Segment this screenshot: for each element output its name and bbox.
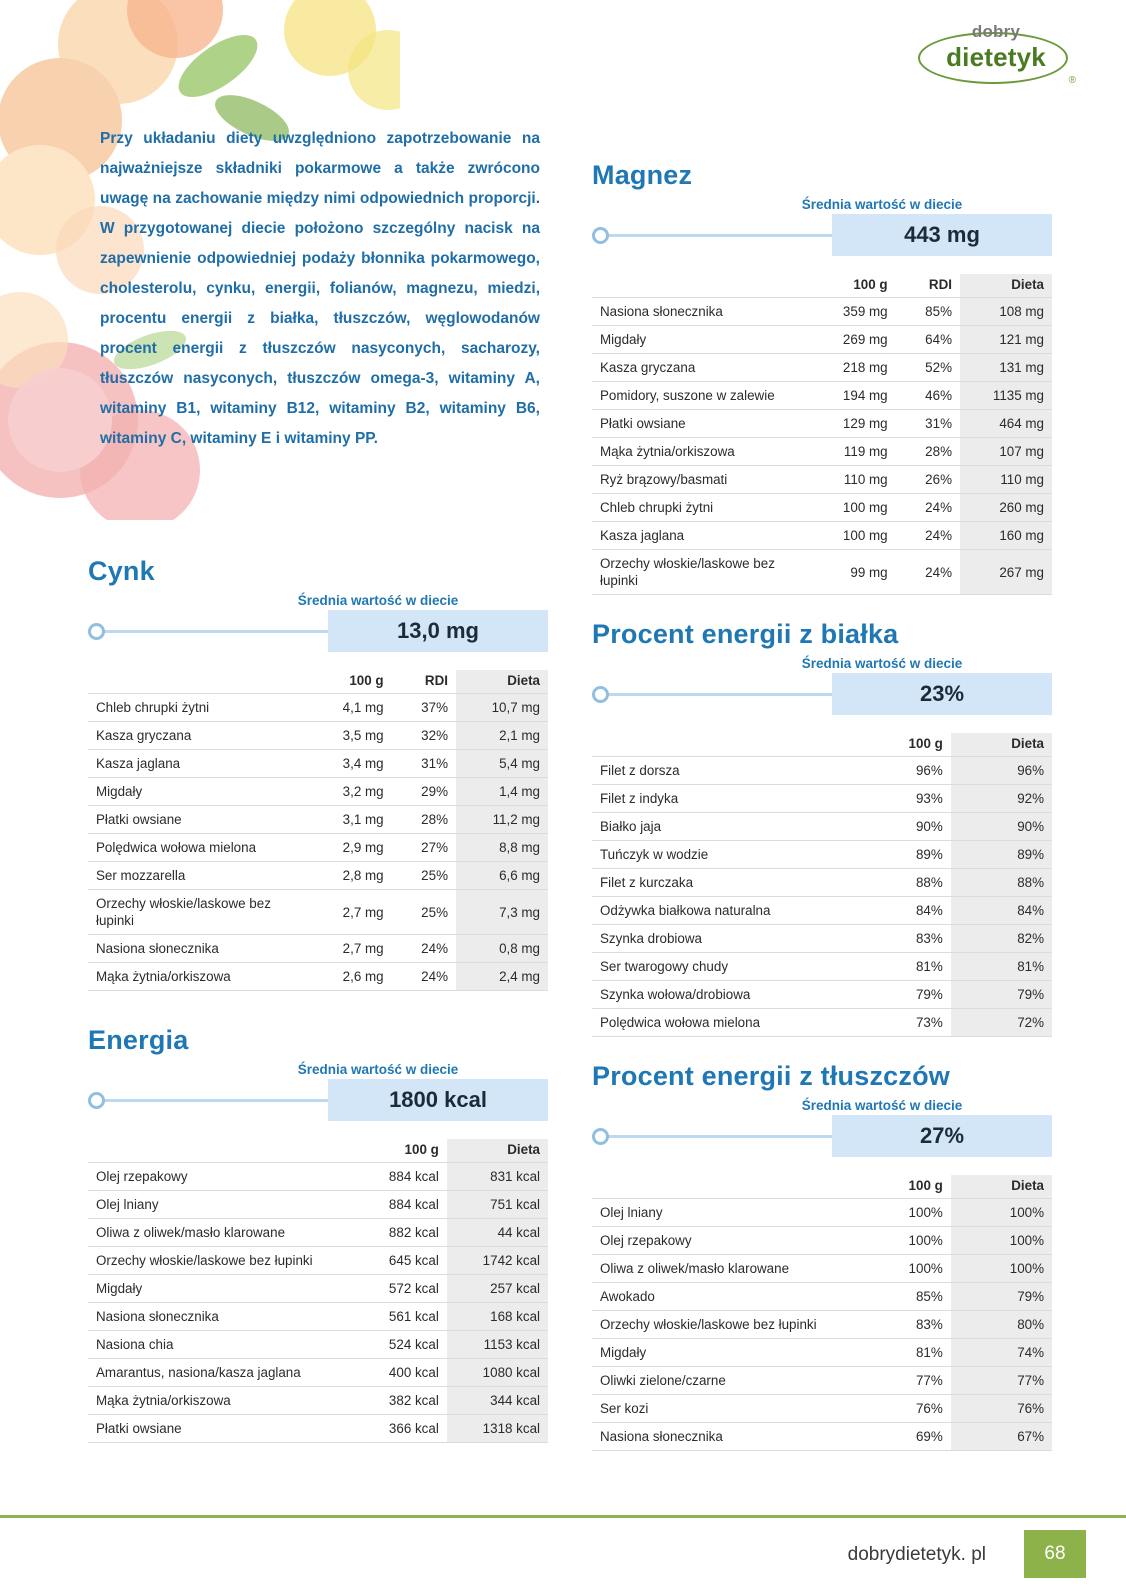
col-header-product <box>88 1139 346 1163</box>
cell-dieta: 131 mg <box>960 354 1052 382</box>
col-header-dieta: Dieta <box>960 274 1052 298</box>
table-row <box>592 298 1052 326</box>
col-header-product <box>592 274 813 298</box>
cell-per-100g: 3,5 mg <box>309 722 392 750</box>
section-energia <box>88 1025 548 1443</box>
average-value: 27% <box>832 1115 1052 1157</box>
table-row <box>592 522 1052 550</box>
average-caption: Średnia wartość w diecie <box>801 656 963 671</box>
cell-per-100g: 81% <box>850 1339 951 1367</box>
cell-product: Migdały <box>88 778 309 806</box>
col-header-product <box>592 1175 850 1199</box>
cell-rdi: 26% <box>896 466 960 494</box>
cell-per-100g: 884 kcal <box>346 1191 447 1219</box>
footer-site: dobrydietetyk. pl <box>847 1544 986 1565</box>
nutrient-table <box>592 274 1052 595</box>
col-header-dieta: Dieta <box>951 1175 1052 1199</box>
cell-product: Białko jaja <box>592 813 850 841</box>
cell-per-100g: 85% <box>850 1283 951 1311</box>
cell-product: Orzechy włoskie/laskowe bez łupinki <box>88 890 309 935</box>
cell-per-100g: 100% <box>850 1255 951 1283</box>
table-row <box>88 806 548 834</box>
cell-product: Olej rzepakowy <box>88 1163 346 1191</box>
section-cynk <box>88 556 548 991</box>
table-row <box>88 1163 548 1191</box>
logo-registered-mark: ® <box>1068 75 1076 86</box>
cell-per-100g: 366 kcal <box>346 1415 447 1443</box>
cell-rdi: 24% <box>896 550 960 595</box>
col-header-product <box>88 670 309 694</box>
table-row <box>592 326 1052 354</box>
cell-per-100g: 2,8 mg <box>309 862 392 890</box>
cell-product: Ser kozi <box>592 1395 850 1423</box>
cell-dieta: 2,1 mg <box>456 722 548 750</box>
cell-per-100g: 194 mg <box>813 382 896 410</box>
cell-rdi: 52% <box>896 354 960 382</box>
nutrient-table <box>592 1175 1052 1451</box>
col-header-dieta: Dieta <box>456 670 548 694</box>
average-dot-icon <box>88 623 105 640</box>
cell-product: Migdały <box>88 1275 346 1303</box>
cell-dieta: 100% <box>951 1199 1052 1227</box>
table-header-row <box>592 1175 1052 1199</box>
cell-per-100g: 84% <box>850 897 951 925</box>
logo-main-text: dietetyk <box>946 42 1046 72</box>
cell-product: Chleb chrupki żytni <box>88 694 309 722</box>
cell-per-100g: 100 mg <box>813 494 896 522</box>
table-row <box>88 1359 548 1387</box>
cell-dieta: 168 kcal <box>447 1303 548 1331</box>
table-row <box>88 1415 548 1443</box>
cell-per-100g: 2,6 mg <box>309 963 392 991</box>
cell-rdi: 31% <box>392 750 456 778</box>
average-line <box>602 234 842 237</box>
col-header-per-100g: 100 g <box>404 1142 439 1157</box>
cell-per-100g: 88% <box>850 869 951 897</box>
table-row <box>592 410 1052 438</box>
cell-product: Oliwa z oliwek/masło klarowane <box>88 1219 346 1247</box>
table-row <box>88 834 548 862</box>
cell-dieta: 121 mg <box>960 326 1052 354</box>
cell-per-100g: 83% <box>850 1311 951 1339</box>
col-header-dieta: Dieta <box>951 733 1052 757</box>
table-row <box>88 1387 548 1415</box>
cell-per-100g: 382 kcal <box>346 1387 447 1415</box>
cell-dieta: 267 mg <box>960 550 1052 595</box>
cell-rdi: 25% <box>392 890 456 935</box>
cell-product: Kasza jaglana <box>88 750 309 778</box>
cell-product: Nasiona słonecznika <box>592 298 813 326</box>
table-row <box>592 1423 1052 1451</box>
cell-per-100g: 4,1 mg <box>309 694 392 722</box>
cell-per-100g: 2,9 mg <box>309 834 392 862</box>
table-row <box>88 1247 548 1275</box>
cell-dieta: 257 kcal <box>447 1275 548 1303</box>
cell-per-100g: 99 mg <box>813 550 896 595</box>
footer-divider <box>0 1515 1126 1518</box>
table-row <box>592 1339 1052 1367</box>
cell-dieta: 8,8 mg <box>456 834 548 862</box>
cell-per-100g: 572 kcal <box>346 1275 447 1303</box>
cell-per-100g: 645 kcal <box>346 1247 447 1275</box>
cell-dieta: 10,7 mg <box>456 694 548 722</box>
cell-dieta: 0,8 mg <box>456 935 548 963</box>
cell-dieta: 77% <box>951 1367 1052 1395</box>
cell-dieta: 1080 kcal <box>447 1359 548 1387</box>
cell-dieta: 79% <box>951 981 1052 1009</box>
cell-dieta: 1135 mg <box>960 382 1052 410</box>
cell-product: Filet z dorsza <box>592 757 850 785</box>
cell-dieta: 344 kcal <box>447 1387 548 1415</box>
cell-rdi: 24% <box>392 963 456 991</box>
cell-dieta: 92% <box>951 785 1052 813</box>
nutrient-table <box>88 1139 548 1443</box>
cell-product: Ser mozzarella <box>88 862 309 890</box>
table-row <box>88 750 548 778</box>
cell-rdi: 28% <box>896 438 960 466</box>
table-row <box>88 1219 548 1247</box>
section-title: Magnez <box>592 160 693 190</box>
cell-dieta: 108 mg <box>960 298 1052 326</box>
cell-rdi: 29% <box>392 778 456 806</box>
cell-product: Odżywka białkowa naturalna <box>592 897 850 925</box>
cell-rdi: 31% <box>896 410 960 438</box>
cell-per-100g: 77% <box>850 1367 951 1395</box>
table-row <box>592 925 1052 953</box>
cell-per-100g: 90% <box>850 813 951 841</box>
section-title: Procent energii z tłuszczów <box>592 1061 950 1091</box>
cell-dieta: 2,4 mg <box>456 963 548 991</box>
cell-product: Orzechy włoskie/laskowe bez łupinki <box>592 1311 850 1339</box>
average-value: 23% <box>832 673 1052 715</box>
cell-dieta: 88% <box>951 869 1052 897</box>
cell-per-100g: 3,4 mg <box>309 750 392 778</box>
table-row <box>592 1009 1052 1037</box>
cell-product: Orzechy włoskie/laskowe bez łupinki <box>592 550 813 595</box>
table-row <box>592 1255 1052 1283</box>
cell-dieta: 1318 kcal <box>447 1415 548 1443</box>
table-row <box>592 382 1052 410</box>
table-header-row <box>88 1139 548 1163</box>
col-header-rdi: RDI <box>928 277 952 292</box>
cell-rdi: 27% <box>392 834 456 862</box>
cell-product: Pomidory, suszone w zalewie <box>592 382 813 410</box>
cell-per-100g: 73% <box>850 1009 951 1037</box>
average-value-bar <box>88 610 548 652</box>
cell-per-100g: 119 mg <box>813 438 896 466</box>
cell-per-100g: 100% <box>850 1227 951 1255</box>
cell-product: Awokado <box>592 1283 850 1311</box>
cell-per-100g: 400 kcal <box>346 1359 447 1387</box>
average-value-bar <box>88 1079 548 1121</box>
cell-per-100g: 69% <box>850 1423 951 1451</box>
cell-dieta: 1742 kcal <box>447 1247 548 1275</box>
cell-per-100g: 83% <box>850 925 951 953</box>
cell-product: Polędwica wołowa mielona <box>88 834 309 862</box>
cell-product: Kasza gryczana <box>88 722 309 750</box>
table-row <box>592 813 1052 841</box>
logo-top-text: dobry <box>971 22 1021 41</box>
table-row <box>88 963 548 991</box>
section-procent-energii-z-bialka <box>592 619 1052 1037</box>
cell-per-100g: 269 mg <box>813 326 896 354</box>
cell-per-100g: 218 mg <box>813 354 896 382</box>
cell-product: Orzechy włoskie/laskowe bez łupinki <box>88 1247 346 1275</box>
cell-product: Nasiona słonecznika <box>88 1303 346 1331</box>
cell-per-100g: 2,7 mg <box>309 890 392 935</box>
cell-dieta: 100% <box>951 1227 1052 1255</box>
average-value: 1800 kcal <box>328 1079 548 1121</box>
cell-dieta: 110 mg <box>960 466 1052 494</box>
cell-rdi: 24% <box>896 494 960 522</box>
cell-dieta: 84% <box>951 897 1052 925</box>
cell-per-100g: 882 kcal <box>346 1219 447 1247</box>
cell-dieta: 1,4 mg <box>456 778 548 806</box>
cell-product: Kasza jaglana <box>592 522 813 550</box>
table-row <box>592 869 1052 897</box>
col-header-per-100g: 100 g <box>853 277 888 292</box>
cell-product: Migdały <box>592 326 813 354</box>
cell-product: Płatki owsiane <box>88 806 309 834</box>
cell-dieta: 751 kcal <box>447 1191 548 1219</box>
cell-rdi: 24% <box>896 522 960 550</box>
cell-per-100g: 129 mg <box>813 410 896 438</box>
table-row <box>88 722 548 750</box>
cell-product: Amarantus, nasiona/kasza jaglana <box>88 1359 346 1387</box>
section-title: Procent energii z białka <box>592 619 899 649</box>
cell-dieta: 160 mg <box>960 522 1052 550</box>
average-value-bar <box>592 673 1052 715</box>
table-row <box>592 757 1052 785</box>
cell-product: Filet z indyka <box>592 785 850 813</box>
table-row <box>592 354 1052 382</box>
table-row <box>88 778 548 806</box>
table-row <box>592 1395 1052 1423</box>
table-row <box>592 953 1052 981</box>
cell-product: Szynka wołowa/drobiowa <box>592 981 850 1009</box>
cell-product: Kasza gryczana <box>592 354 813 382</box>
table-row <box>88 862 548 890</box>
cell-dieta: 82% <box>951 925 1052 953</box>
cell-product: Ser twarogowy chudy <box>592 953 850 981</box>
cell-per-100g: 2,7 mg <box>309 935 392 963</box>
cell-product: Płatki owsiane <box>592 410 813 438</box>
cell-per-100g: 100 mg <box>813 522 896 550</box>
cell-dieta: 81% <box>951 953 1052 981</box>
cell-product: Tuńczyk w wodzie <box>592 841 850 869</box>
table-row <box>592 785 1052 813</box>
table-row <box>88 1275 548 1303</box>
cell-rdi: 37% <box>392 694 456 722</box>
cell-dieta: 6,6 mg <box>456 862 548 890</box>
left-column <box>88 556 548 1443</box>
table-header-row <box>88 670 548 694</box>
cell-per-100g: 81% <box>850 953 951 981</box>
cell-per-100g: 3,1 mg <box>309 806 392 834</box>
cell-product: Nasiona słonecznika <box>88 935 309 963</box>
average-caption: Średnia wartość w diecie <box>801 1098 963 1113</box>
cell-dieta: 1153 kcal <box>447 1331 548 1359</box>
cell-dieta: 464 mg <box>960 410 1052 438</box>
section-procent-energii-z-tluszczow <box>592 1061 1052 1451</box>
cell-product: Chleb chrupki żytni <box>592 494 813 522</box>
average-caption: Średnia wartość w diecie <box>297 593 459 608</box>
right-column <box>592 160 1052 1451</box>
cell-product: Płatki owsiane <box>88 1415 346 1443</box>
cell-dieta: 79% <box>951 1283 1052 1311</box>
cell-product: Nasiona słonecznika <box>592 1423 850 1451</box>
average-line <box>602 693 842 696</box>
cell-dieta: 44 kcal <box>447 1219 548 1247</box>
cell-per-100g: 110 mg <box>813 466 896 494</box>
cell-per-100g: 96% <box>850 757 951 785</box>
section-title: Energia <box>88 1025 189 1055</box>
cell-per-100g: 76% <box>850 1395 951 1423</box>
average-dot-icon <box>88 1092 105 1109</box>
table-row <box>88 694 548 722</box>
average-caption: Średnia wartość w diecie <box>297 1062 459 1077</box>
cell-product: Olej lniany <box>88 1191 346 1219</box>
col-header-product <box>592 733 850 757</box>
cell-product: Mąka żytnia/orkiszowa <box>88 963 309 991</box>
cell-dieta: 76% <box>951 1395 1052 1423</box>
table-row <box>592 1311 1052 1339</box>
average-value: 443 mg <box>832 214 1052 256</box>
cell-product: Oliwa z oliwek/masło klarowane <box>592 1255 850 1283</box>
cell-per-100g: 524 kcal <box>346 1331 447 1359</box>
cell-dieta: 90% <box>951 813 1052 841</box>
average-value-bar <box>592 1115 1052 1157</box>
average-line <box>602 1135 842 1138</box>
cell-dieta: 96% <box>951 757 1052 785</box>
page-number: 68 <box>1024 1530 1086 1578</box>
table-row <box>592 1199 1052 1227</box>
cell-product: Mąka żytnia/orkiszowa <box>88 1387 346 1415</box>
cell-rdi: 25% <box>392 862 456 890</box>
cell-product: Oliwki zielone/czarne <box>592 1367 850 1395</box>
average-dot-icon <box>592 1128 609 1145</box>
cell-rdi: 24% <box>392 935 456 963</box>
cell-per-100g: 100% <box>850 1199 951 1227</box>
average-value: 13,0 mg <box>328 610 548 652</box>
col-header-per-100g: 100 g <box>349 673 384 688</box>
average-dot-icon <box>592 227 609 244</box>
cell-per-100g: 93% <box>850 785 951 813</box>
nutrient-table <box>88 670 548 991</box>
cell-per-100g: 89% <box>850 841 951 869</box>
average-value-bar <box>592 214 1052 256</box>
average-dot-icon <box>592 686 609 703</box>
table-row <box>88 1303 548 1331</box>
table-row <box>88 1191 548 1219</box>
col-header-per-100g: 100 g <box>908 1178 943 1193</box>
cell-rdi: 46% <box>896 382 960 410</box>
brand-logo <box>906 22 1086 94</box>
table-row <box>592 438 1052 466</box>
col-header-rdi: RDI <box>424 673 448 688</box>
cell-per-100g: 359 mg <box>813 298 896 326</box>
col-header-per-100g: 100 g <box>908 736 943 751</box>
cell-dieta: 5,4 mg <box>456 750 548 778</box>
section-magnez <box>592 160 1052 595</box>
cell-product: Szynka drobiowa <box>592 925 850 953</box>
cell-dieta: 11,2 mg <box>456 806 548 834</box>
table-row <box>592 1227 1052 1255</box>
cell-dieta: 107 mg <box>960 438 1052 466</box>
cell-dieta: 67% <box>951 1423 1052 1451</box>
nutrient-table <box>592 733 1052 1037</box>
cell-per-100g: 561 kcal <box>346 1303 447 1331</box>
table-header-row <box>592 274 1052 298</box>
cell-product: Filet z kurczaka <box>592 869 850 897</box>
cell-rdi: 28% <box>392 806 456 834</box>
average-caption: Średnia wartość w diecie <box>801 197 963 212</box>
cell-product: Nasiona chia <box>88 1331 346 1359</box>
cell-product: Polędwica wołowa mielona <box>592 1009 850 1037</box>
table-row <box>592 1367 1052 1395</box>
table-row <box>592 466 1052 494</box>
col-header-dieta: Dieta <box>447 1139 548 1163</box>
intro-paragraph: Przy układaniu diety uwzględniono zapotrzebowanie na najważniejsze składniki pokarmowe a także zwrócono uwagę na zachowanie między nimi odpowiednich proporcji. W przygotowanej diecie położono szczególny nacisk na zapewnienie odpowiedniej podaży błonnika pokarmowego, cholesterolu, cynku, energii, folianów, magnezu, miedzi, procentu energii z białka, tłuszczów, węglowodanów procent energii z tłuszczów nasyconych, sacharozy, tłuszczów nasyconych, tłuszczów omega-3, witaminy A, witaminy B1, witaminy B12, witaminy B2, witaminy B6, witaminy C, witaminy E i witaminy PP. <box>100 129 540 447</box>
cell-dieta: 72% <box>951 1009 1052 1037</box>
cell-rdi: 85% <box>896 298 960 326</box>
cell-product: Ryż brązowy/basmati <box>592 466 813 494</box>
table-row <box>592 897 1052 925</box>
table-header-row <box>592 733 1052 757</box>
cell-per-100g: 884 kcal <box>346 1163 447 1191</box>
table-row <box>592 550 1052 595</box>
table-row <box>592 494 1052 522</box>
cell-dieta: 831 kcal <box>447 1163 548 1191</box>
cell-dieta: 80% <box>951 1311 1052 1339</box>
table-row <box>592 1283 1052 1311</box>
cell-dieta: 74% <box>951 1339 1052 1367</box>
cell-dieta: 100% <box>951 1255 1052 1283</box>
cell-product: Migdały <box>592 1339 850 1367</box>
table-row <box>88 890 548 935</box>
table-row <box>88 935 548 963</box>
cell-per-100g: 79% <box>850 981 951 1009</box>
cell-per-100g: 3,2 mg <box>309 778 392 806</box>
cell-rdi: 32% <box>392 722 456 750</box>
cell-product: Olej lniany <box>592 1199 850 1227</box>
table-row <box>88 1331 548 1359</box>
cell-product: Olej rzepakowy <box>592 1227 850 1255</box>
cell-dieta: 89% <box>951 841 1052 869</box>
table-row <box>592 981 1052 1009</box>
cell-product: Mąka żytnia/orkiszowa <box>592 438 813 466</box>
average-line <box>98 630 338 633</box>
cell-dieta: 260 mg <box>960 494 1052 522</box>
average-line <box>98 1099 338 1102</box>
table-row <box>592 841 1052 869</box>
cell-rdi: 64% <box>896 326 960 354</box>
cell-dieta: 7,3 mg <box>456 890 548 935</box>
section-title: Cynk <box>88 556 155 586</box>
